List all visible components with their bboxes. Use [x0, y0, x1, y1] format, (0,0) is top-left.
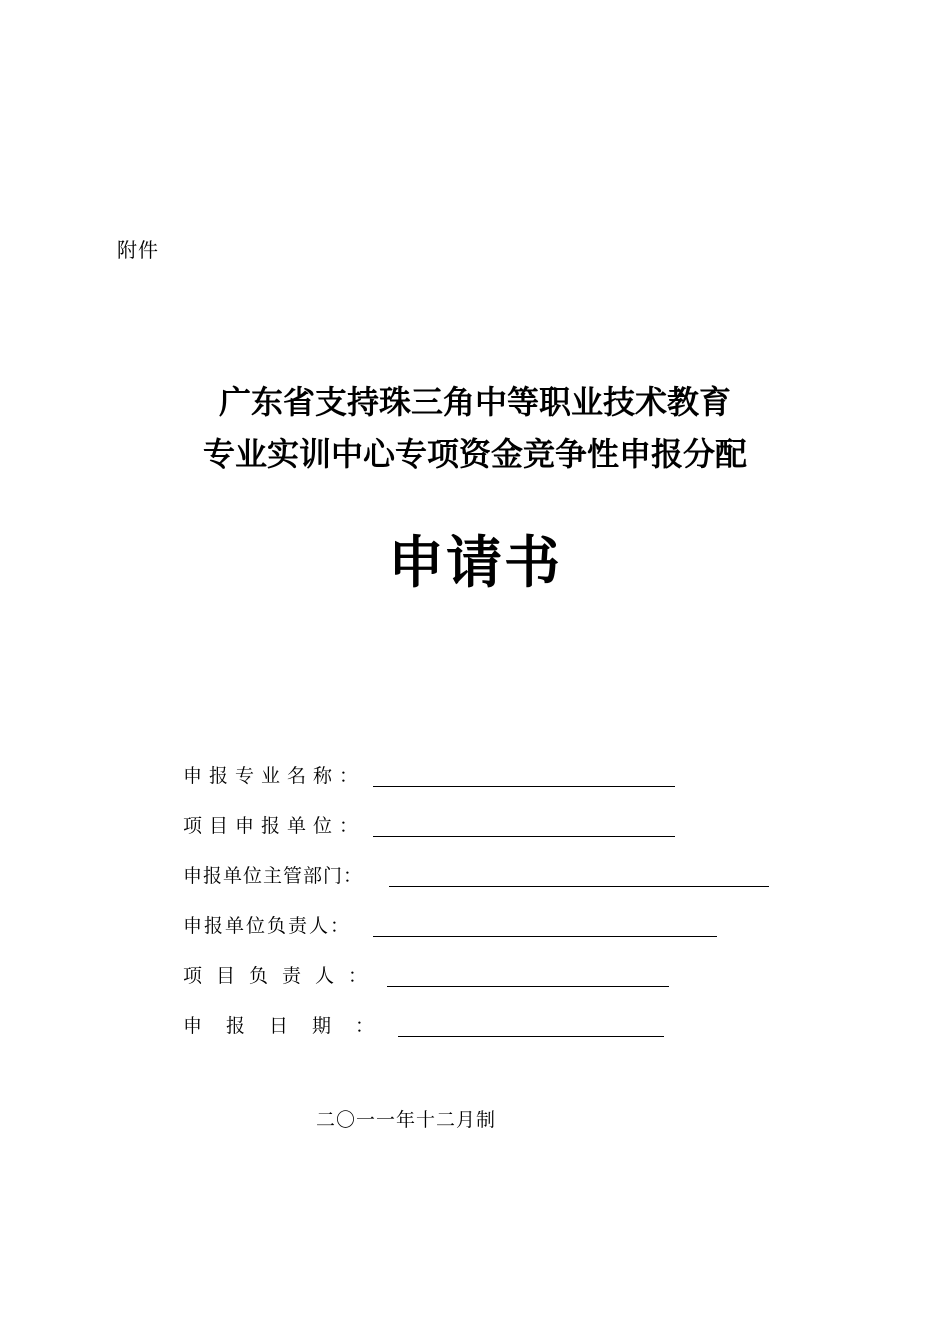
field-label: 申报日期：: [183, 1015, 399, 1037]
field-label: 申报单位主管部门：: [183, 865, 364, 887]
fill-in-line[interactable]: [398, 1012, 664, 1037]
title-line-1: 广东省支持珠三角中等职业技术教育: [218, 383, 731, 421]
field-label: 申报单位负责人：: [183, 915, 352, 937]
title-line-2: 专业实训中心专项资金竞争性申报分配: [202, 435, 747, 473]
main-title: 申请书: [388, 531, 562, 596]
field-label: 申报专业名称：: [183, 765, 366, 787]
field-unit-head: [183, 908, 717, 940]
fill-in-line[interactable]: [373, 762, 675, 787]
attachment-label: 附件: [117, 238, 159, 262]
field-applicant-unit: [183, 808, 675, 840]
field-supervising-department: [183, 858, 769, 890]
field-project-lead: [183, 958, 669, 990]
made-date: 二〇一一年十二月制: [316, 1109, 497, 1131]
field-label: 项目负责人：: [183, 965, 382, 987]
fill-in-line[interactable]: [389, 862, 769, 887]
fill-in-line[interactable]: [373, 812, 675, 837]
fill-in-line[interactable]: [387, 962, 669, 987]
field-label: 项目申报单位：: [183, 815, 366, 837]
field-application-date: [183, 1008, 664, 1040]
fill-in-line[interactable]: [373, 912, 717, 937]
field-major-name: [183, 758, 675, 790]
